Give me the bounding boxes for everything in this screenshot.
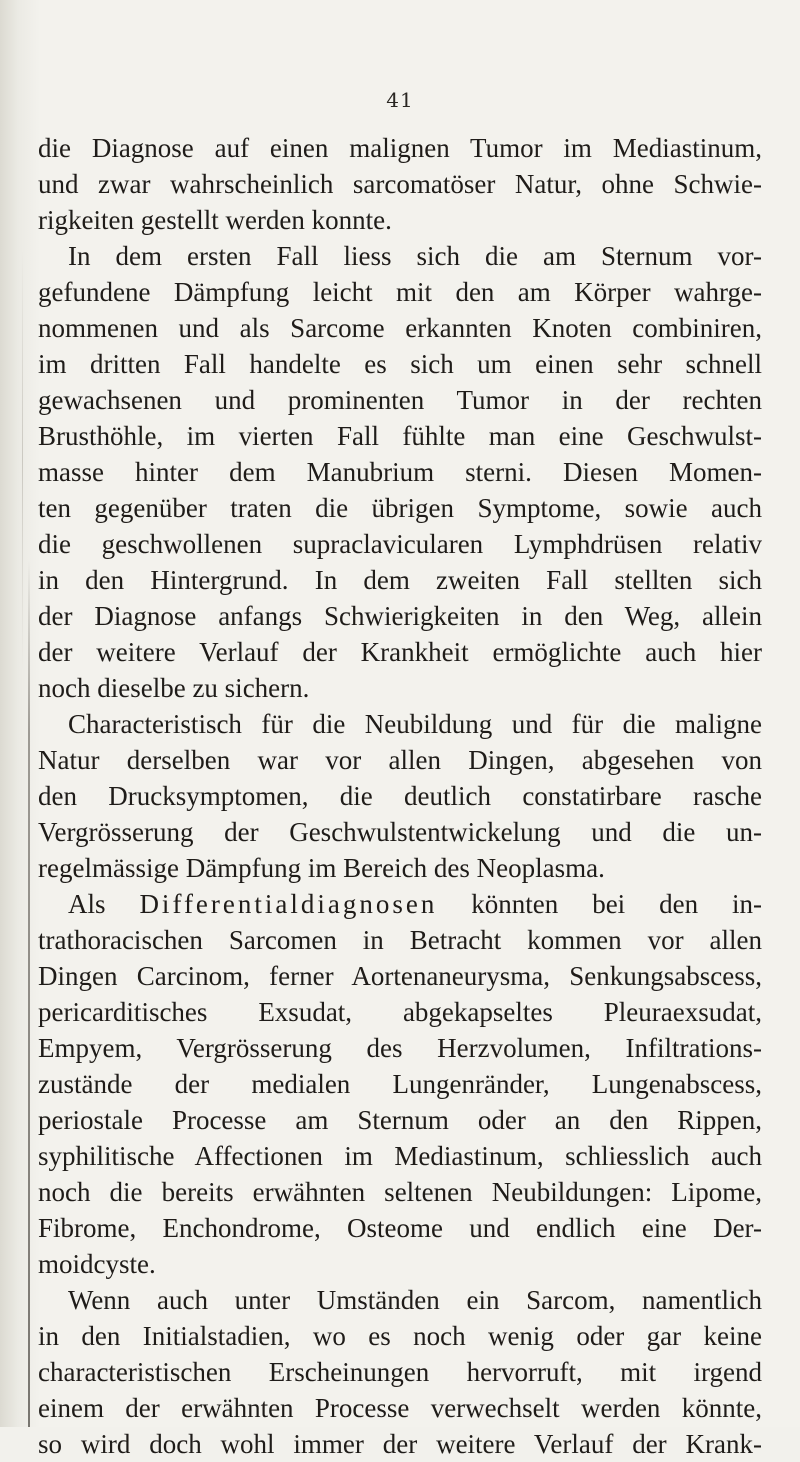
text-line: noch dieselbe zu sichern. <box>38 673 310 703</box>
text-line: characteristischen Erscheinungen hervorruft, mit irgend <box>38 1357 762 1387</box>
text-line: zustände der medialen Lungenränder, Lungenabscess, <box>38 1069 762 1099</box>
text-line: ten gegenüber traten die übrigen Symptome, sowie auch <box>38 493 762 523</box>
text-line: einem der erwähnten Processe verwechselt werden könnte, <box>38 1393 762 1423</box>
body-text <box>38 130 762 1462</box>
text-line: im dritten Fall handelte es sich um einen sehr schnell <box>38 349 762 379</box>
text-line: noch die bereits erwähnten seltenen Neubildungen: Lipome, <box>38 1177 762 1207</box>
binding-edge <box>28 560 30 1427</box>
text-line: syphilitische Affectionen im Mediastinum, schliesslich auch <box>38 1141 762 1171</box>
text-line: gewachsenen und prominenten Tumor in der rechten <box>38 385 762 415</box>
text-line: Natur derselben war vor allen Dingen, abgesehen von <box>38 745 762 775</box>
text-line: pericarditisches Exsudat, abgekapseltes Pleuraexsudat, <box>38 997 762 1027</box>
text-line-with-emphasis <box>38 886 762 922</box>
text-line: periostale Processe am Sternum oder an den Rippen, <box>38 1105 762 1135</box>
text-line: Characteristisch für die Neubildung und für die maligne <box>68 709 762 739</box>
text-line: Vergrösserung der Geschwulstentwickelung und die un- <box>38 817 762 847</box>
text-line: den Drucksymptomen, die deutlich constatirbare rasche <box>38 781 762 811</box>
text-line: moidcyste. <box>38 1249 156 1279</box>
text-fragment: Als <box>68 889 106 919</box>
text-line: die Diagnose auf einen malignen Tumor im Mediastinum, <box>38 133 762 163</box>
text-line: Empyem, Vergrösserung des Herzvolumen, Infiltrations- <box>38 1033 762 1063</box>
text-line: Dingen Carcinom, ferner Aortenaneurysma, Senkungsabscess, <box>38 961 762 991</box>
text-line: so wird doch wohl immer der weitere Verlauf der Krank- <box>38 1429 762 1459</box>
text-line: gefundene Dämpfung leicht mit den am Körper wahrge- <box>38 277 762 307</box>
text-line: regelmässige Dämpfung im Bereich des Neoplasma. <box>38 853 605 883</box>
gutter-shadow <box>22 250 23 670</box>
text-line: in den Initialstadien, wo es noch wenig oder gar keine <box>38 1321 762 1351</box>
text-line: der weitere Verlauf der Krankheit ermöglichte auch hier <box>38 637 762 667</box>
page-number: 41 <box>386 88 414 112</box>
emphasized-term: Differentialdiagnosen <box>139 889 438 919</box>
text-line: Brusthöhle, im vierten Fall fühlte man eine Geschwulst- <box>38 421 762 451</box>
text-line: In dem ersten Fall liess sich die am Sternum vor- <box>68 241 762 271</box>
text-line: die geschwollenen supraclavicularen Lymphdrüsen relativ <box>38 529 762 559</box>
text-line: trathoracischen Sarcomen in Betracht kommen vor allen <box>38 925 762 955</box>
text-line: in den Hintergrund. In dem zweiten Fall stellten sich <box>38 565 762 595</box>
text-line: und zwar wahrscheinlich sarcomatöser Natur, ohne Schwie- <box>38 169 762 199</box>
text-line: Fibrome, Enchondrome, Osteome und endlich eine Der- <box>38 1213 762 1243</box>
text-line: der Diagnose anfangs Schwierigkeiten in den Weg, allein <box>38 601 762 631</box>
text-fragment: könnten bei den in- <box>471 889 762 919</box>
text-line: masse hinter dem Manubrium sterni. Diesen Momen- <box>38 457 762 487</box>
text-line: nommenen und als Sarcome erkannten Knoten combiniren, <box>38 313 762 343</box>
text-line: rigkeiten gestellt werden konnte. <box>38 205 392 235</box>
text-line: Wenn auch unter Umständen ein Sarcom, namentlich <box>68 1285 762 1315</box>
